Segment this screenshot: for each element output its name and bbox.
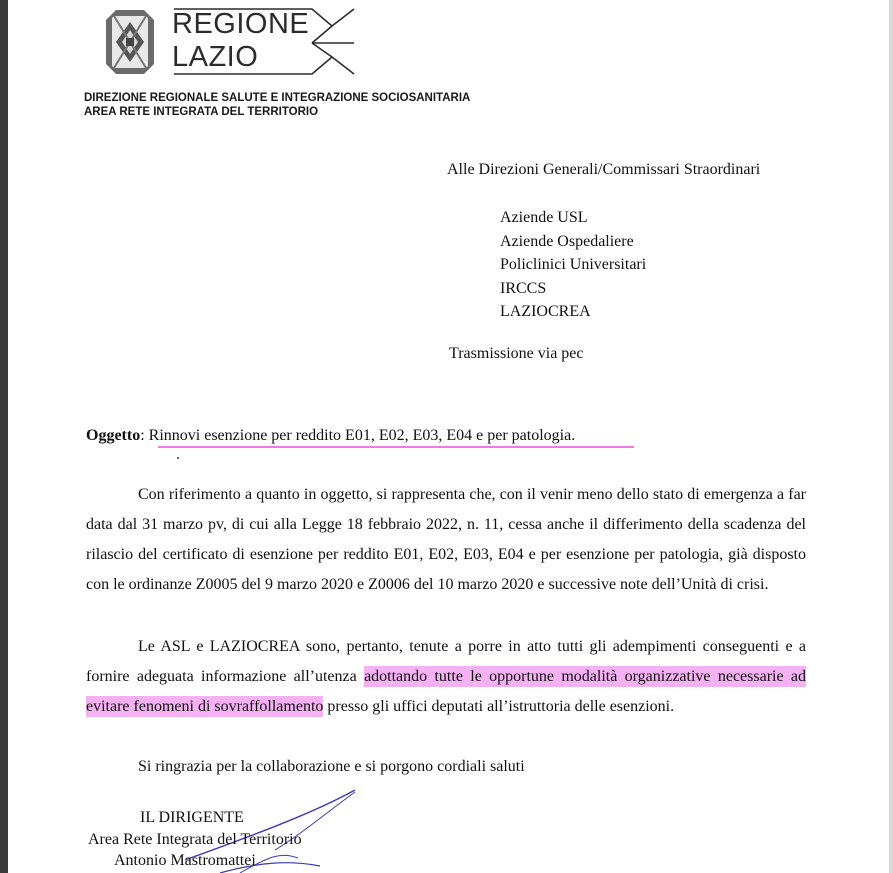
logo-text-regione: REGIONE <box>172 8 310 40</box>
recipient-item: Aziende USL <box>500 209 588 226</box>
department-line-2: AREA RETE INTEGRATA DEL TERRITORIO <box>84 106 319 118</box>
subject-underline-annotation <box>158 446 634 448</box>
addressee: Alle Direzioni Generali/Commissari Straordinari <box>447 161 761 178</box>
body-paragraph-1: Con riferimento a quanto in oggetto, si rappresenta che, con il venir meno dello stato di emergenza a far data dal 31 marzo pv, di cui alla Legge 18 febbraio 2022, n. 11, cessa anche il differimento della scadenza del rilascio del certificato di esenzione per reddito E01, E02, E03, E04 e per esenzione per patologia, già disposto con le ordinanze Z0005 del 9 marzo 2020 e Z0006 del 10 marzo 2020 e successive note dell’Unità di crisi. <box>86 486 806 593</box>
signature-area: Area Rete Integrata del Territorio <box>88 831 302 848</box>
highlighted-text: adottando tutte le opportune modalità organizzative necessarie ad evitare fenomeni di sovraffollamento <box>86 668 807 715</box>
logo-emblem-icon <box>106 10 154 74</box>
body-paragraph-2 <box>86 632 806 722</box>
recipients-list <box>500 206 646 324</box>
subject-line <box>86 426 575 446</box>
recipient-item: LAZIOCREA <box>500 303 591 320</box>
paragraph-2-text-before: Le ASL e LAZIOCREA sono, pertanto, tenute a porre in atto tutti gli adempimenti conseguenti e a fornire adeguata informazione all’utenza <box>86 638 806 685</box>
signature-name: Antonio Mastromattei <box>114 852 256 869</box>
paragraph-2-text-after: presso gli uffici deputati all’istruttoria delle esenzioni. <box>323 698 675 715</box>
subject-text: Rinnovi esenzione per reddito E01, E02, E03, E04 e per patologia. <box>148 427 576 444</box>
window-frame-right <box>889 0 893 873</box>
recipient-item: IRCCS <box>500 279 547 297</box>
department-line-1: DIREZIONE REGIONALE SALUTE E INTEGRAZIONE SOCIOSANITARIA <box>84 92 471 104</box>
window-frame-left <box>0 0 8 873</box>
stray-mark <box>177 457 179 459</box>
department-heading <box>84 91 470 119</box>
subject-label: Oggetto <box>86 427 141 444</box>
signature-title: IL DIRIGENTE <box>140 809 244 826</box>
transmission-note: Trasmissione via pec <box>449 345 584 362</box>
subject-separator: : <box>140 427 149 444</box>
logo-text-lazio: LAZIO <box>172 41 259 73</box>
recipient-item: Policlinici Universitari <box>500 256 647 273</box>
recipient-item: Aziende Ospedaliere <box>500 232 634 250</box>
body-paragraph-3: Si ringrazia per la collaborazione e si porgono cordiali saluti <box>138 758 525 775</box>
